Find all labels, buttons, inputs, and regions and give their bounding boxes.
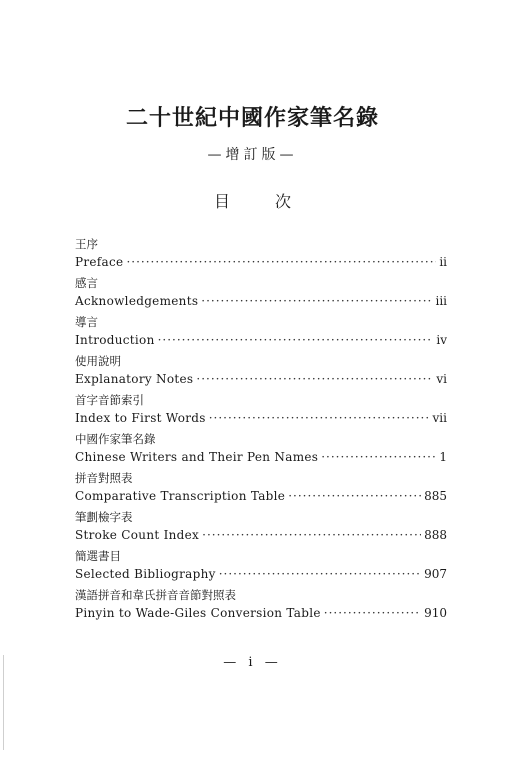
- toc-entry-page-number: 888: [424, 528, 447, 542]
- toc-entry-english-title: Selected Bibliography: [75, 567, 216, 581]
- toc-entry-page-number: ii: [439, 255, 447, 269]
- toc-entry-page-number: 1: [439, 450, 447, 464]
- dot-leader: [158, 331, 434, 350]
- toc-entry-chinese-title: 首字音節索引: [75, 393, 144, 407]
- toc-entry-english-title: Index to First Words: [75, 411, 206, 425]
- toc-entry-page-number: 885: [424, 489, 447, 503]
- toc-entry-english-title: Comparative Transcription Table: [75, 489, 286, 503]
- toc-entry-chinese-title: 拼音對照表: [75, 471, 133, 485]
- toc-entry-acknowledgements: [75, 274, 447, 313]
- toc-entry-link[interactable]: [75, 292, 447, 311]
- toc-entry-english-title: Preface: [75, 255, 124, 269]
- toc-entry-chinese-title: 使用說明: [75, 354, 121, 368]
- toc-entry-link[interactable]: [75, 565, 447, 584]
- toc-entry-english-title: Pinyin to Wade-Giles Conversion Table: [75, 606, 321, 620]
- toc-entry-link[interactable]: [75, 409, 447, 428]
- toc-entry-explanatory-notes: [75, 352, 447, 391]
- page-number: — i —: [223, 655, 282, 670]
- table-of-contents: [75, 235, 447, 625]
- dot-leader: [202, 526, 421, 545]
- dot-leader: [321, 448, 436, 467]
- toc-entry-english-title: Introduction: [75, 333, 155, 347]
- toc-entry-chinese-title: 簡選書目: [75, 549, 121, 563]
- book-title: 二十世紀中國作家筆名錄: [125, 106, 379, 131]
- toc-entry-link[interactable]: [75, 370, 447, 389]
- toc-entry-english-title: Chinese Writers and Their Pen Names: [75, 450, 319, 464]
- dot-leader: [209, 409, 430, 428]
- toc-entry-page-number: iv: [436, 333, 447, 347]
- toc-entry-page-number: vii: [432, 411, 447, 425]
- toc-entry-link[interactable]: [75, 604, 447, 623]
- toc-entry-page-number: vi: [436, 372, 447, 386]
- toc-entry-index-first-words: [75, 391, 447, 430]
- dot-leader: [288, 487, 421, 506]
- toc-entry-chinese-title: 中國作家筆名錄: [75, 432, 156, 446]
- toc-entry-conversion-table: [75, 586, 447, 625]
- toc-entry-chinese-title: 王序: [75, 237, 98, 251]
- dot-leader: [219, 565, 421, 584]
- toc-entry-bibliography: [75, 547, 447, 586]
- toc-entry-page-number: 907: [424, 567, 447, 581]
- book-subtitle: —增訂版—: [207, 147, 298, 163]
- toc-entry-transcription-table: [75, 469, 447, 508]
- toc-entry-preface: [75, 235, 447, 274]
- toc-entry-stroke-count-index: [75, 508, 447, 547]
- toc-entry-english-title: Explanatory Notes: [75, 372, 194, 386]
- toc-entry-page-number: 910: [424, 606, 447, 620]
- toc-entry-link[interactable]: [75, 448, 447, 467]
- toc-entry-page-number: iii: [435, 294, 447, 308]
- toc-entry-link[interactable]: [75, 331, 447, 350]
- dot-leader: [324, 604, 421, 623]
- toc-entry-pen-names: [75, 430, 447, 469]
- toc-entry-english-title: Stroke Count Index: [75, 528, 200, 542]
- toc-entry-chinese-title: 感言: [75, 276, 98, 290]
- toc-entry-chinese-title: 筆劃檢字表: [75, 510, 133, 524]
- toc-entry-english-title: Acknowledgements: [75, 294, 199, 308]
- toc-entry-link[interactable]: [75, 487, 447, 506]
- toc-entry-link[interactable]: [75, 253, 447, 272]
- dot-leader: [201, 292, 432, 311]
- toc-entry-link[interactable]: [75, 526, 447, 545]
- toc-entry-introduction: [75, 313, 447, 352]
- toc-entry-chinese-title: 導言: [75, 315, 98, 329]
- contents-heading: 目 次: [213, 192, 292, 211]
- dot-leader: [126, 253, 436, 272]
- dot-leader: [196, 370, 433, 389]
- toc-entry-chinese-title: 漢語拼音和韋氏拼音音節對照表: [75, 588, 236, 602]
